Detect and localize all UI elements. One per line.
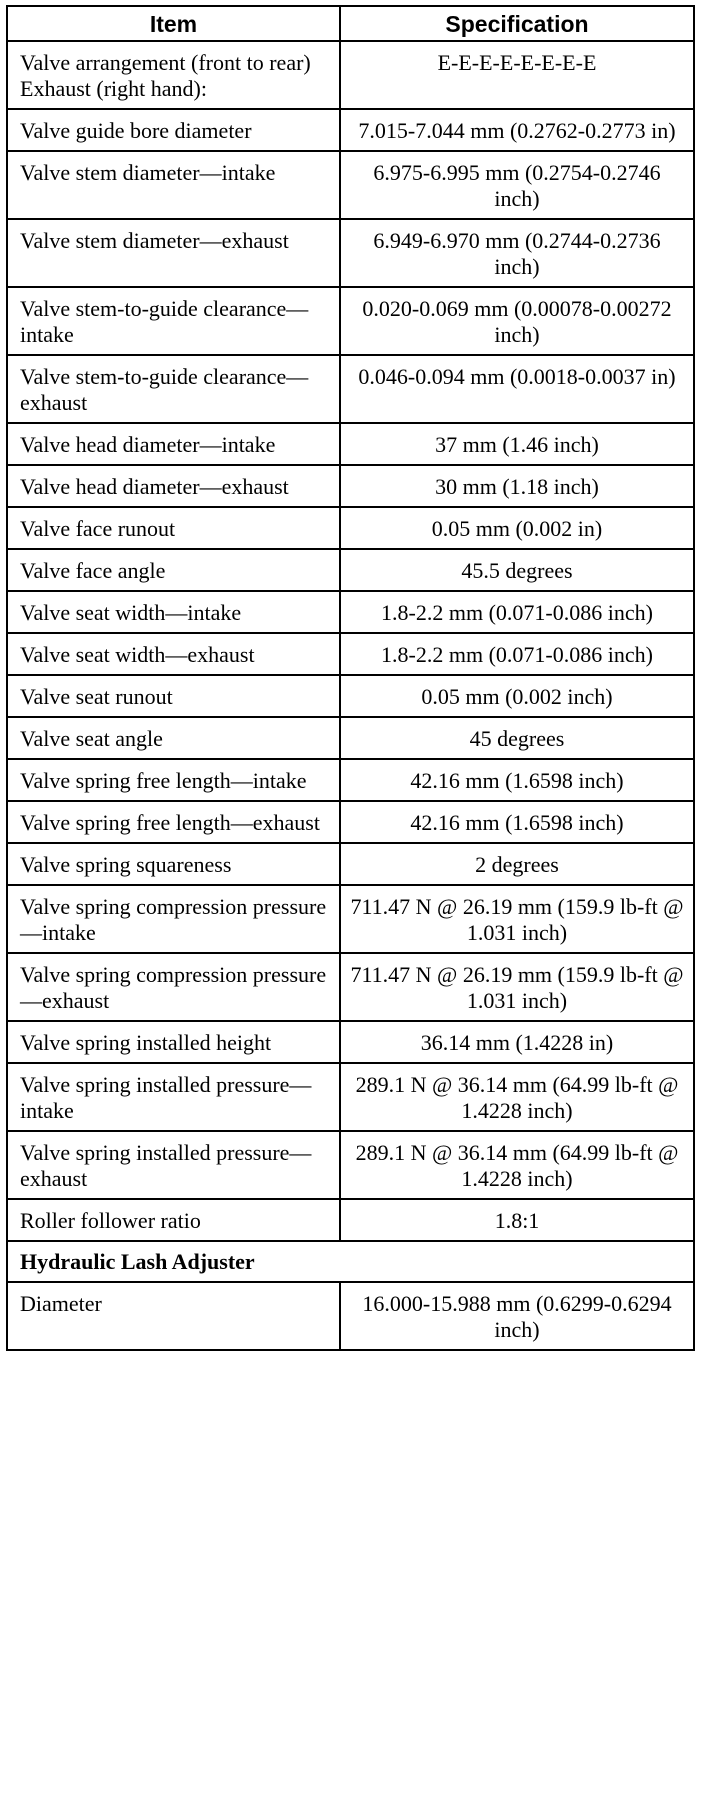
item-cell: Valve stem diameter—exhaust: [7, 219, 340, 287]
specification-cell: 1.8:1: [340, 1199, 694, 1241]
table-row: [7, 801, 694, 843]
table-row: [7, 219, 694, 287]
item-cell: Valve guide bore diameter: [7, 109, 340, 151]
item-cell: Diameter: [7, 1282, 340, 1350]
item-cell: Valve spring free length—exhaust: [7, 801, 340, 843]
specification-cell: 30 mm (1.18 inch): [340, 465, 694, 507]
table-row: [7, 287, 694, 355]
item-cell: Valve spring installed pressure—intake: [7, 1063, 340, 1131]
table-row: [7, 1131, 694, 1199]
table-row: [7, 423, 694, 465]
table-row: [7, 355, 694, 423]
specification-cell: 289.1 N @ 36.14 mm (64.99 lb-ft @ 1.4228 inch): [340, 1131, 694, 1199]
table-row: [7, 759, 694, 801]
specification-cell: 6.975-6.995 mm (0.2754-0.2746 inch): [340, 151, 694, 219]
specification-cell: 6.949-6.970 mm (0.2744-0.2736 inch): [340, 219, 694, 287]
table-row: [7, 109, 694, 151]
item-cell: Valve seat width—exhaust: [7, 633, 340, 675]
table-row: [7, 549, 694, 591]
specification-cell: 37 mm (1.46 inch): [340, 423, 694, 465]
specification-cell: 0.05 mm (0.002 in): [340, 507, 694, 549]
item-cell: Valve seat runout: [7, 675, 340, 717]
item-cell: Valve seat angle: [7, 717, 340, 759]
specification-cell: 45.5 degrees: [340, 549, 694, 591]
table-row: [7, 465, 694, 507]
table-body: [7, 41, 694, 1350]
specification-cell: E-E-E-E-E-E-E-E: [340, 41, 694, 109]
table-row: [7, 591, 694, 633]
table-row: [7, 1282, 694, 1350]
table-row: [7, 885, 694, 953]
table-row: [7, 1021, 694, 1063]
item-cell: Valve stem-to-guide clearance—intake: [7, 287, 340, 355]
table-row: [7, 717, 694, 759]
specification-cell: 7.015-7.044 mm (0.2762-0.2773 in): [340, 109, 694, 151]
specification-table: [6, 5, 695, 1351]
specification-cell: 711.47 N @ 26.19 mm (159.9 lb-ft @ 1.031 inch): [340, 953, 694, 1021]
section-heading-row: [7, 1241, 694, 1282]
table-row: [7, 675, 694, 717]
item-column-header: Item: [7, 6, 340, 41]
section-heading: Hydraulic Lash Adjuster: [7, 1241, 694, 1282]
table-row: [7, 151, 694, 219]
specification-column-header: Specification: [340, 6, 694, 41]
specification-cell: 1.8-2.2 mm (0.071-0.086 inch): [340, 591, 694, 633]
specification-cell: 2 degrees: [340, 843, 694, 885]
specification-cell: 42.16 mm (1.6598 inch): [340, 801, 694, 843]
table-row: [7, 633, 694, 675]
item-cell: Valve head diameter—intake: [7, 423, 340, 465]
item-cell: Valve spring free length—intake: [7, 759, 340, 801]
table-row: [7, 953, 694, 1021]
specification-cell: 1.8-2.2 mm (0.071-0.086 inch): [340, 633, 694, 675]
item-cell: Valve spring squareness: [7, 843, 340, 885]
item-cell: Roller follower ratio: [7, 1199, 340, 1241]
item-cell: Valve stem-to-guide clearance—exhaust: [7, 355, 340, 423]
specification-cell: 0.05 mm (0.002 inch): [340, 675, 694, 717]
specification-cell: 16.000-15.988 mm (0.6299-0.6294 inch): [340, 1282, 694, 1350]
item-cell: Valve spring installed pressure—exhaust: [7, 1131, 340, 1199]
item-cell: Valve seat width—intake: [7, 591, 340, 633]
specification-cell: 0.046-0.094 mm (0.0018-0.0037 in): [340, 355, 694, 423]
table-row: [7, 1063, 694, 1131]
item-cell: Valve face angle: [7, 549, 340, 591]
specification-cell: 0.020-0.069 mm (0.00078-0.00272 inch): [340, 287, 694, 355]
table-row: [7, 1199, 694, 1241]
item-cell: Valve arrangement (front to rear) Exhaust (right hand):: [7, 41, 340, 109]
specification-cell: 36.14 mm (1.4228 in): [340, 1021, 694, 1063]
item-cell: Valve face runout: [7, 507, 340, 549]
specification-cell: 711.47 N @ 26.19 mm (159.9 lb-ft @ 1.031 inch): [340, 885, 694, 953]
specification-cell: 42.16 mm (1.6598 inch): [340, 759, 694, 801]
table-row: [7, 843, 694, 885]
item-cell: Valve spring installed height: [7, 1021, 340, 1063]
table-header-row: [7, 6, 694, 41]
table-row: [7, 41, 694, 109]
specification-cell: 289.1 N @ 36.14 mm (64.99 lb-ft @ 1.4228 inch): [340, 1063, 694, 1131]
specification-cell: 45 degrees: [340, 717, 694, 759]
item-cell: Valve head diameter—exhaust: [7, 465, 340, 507]
item-cell: Valve stem diameter—intake: [7, 151, 340, 219]
table-row: [7, 507, 694, 549]
item-cell: Valve spring compression pressure—exhaust: [7, 953, 340, 1021]
item-cell: Valve spring compression pressure—intake: [7, 885, 340, 953]
